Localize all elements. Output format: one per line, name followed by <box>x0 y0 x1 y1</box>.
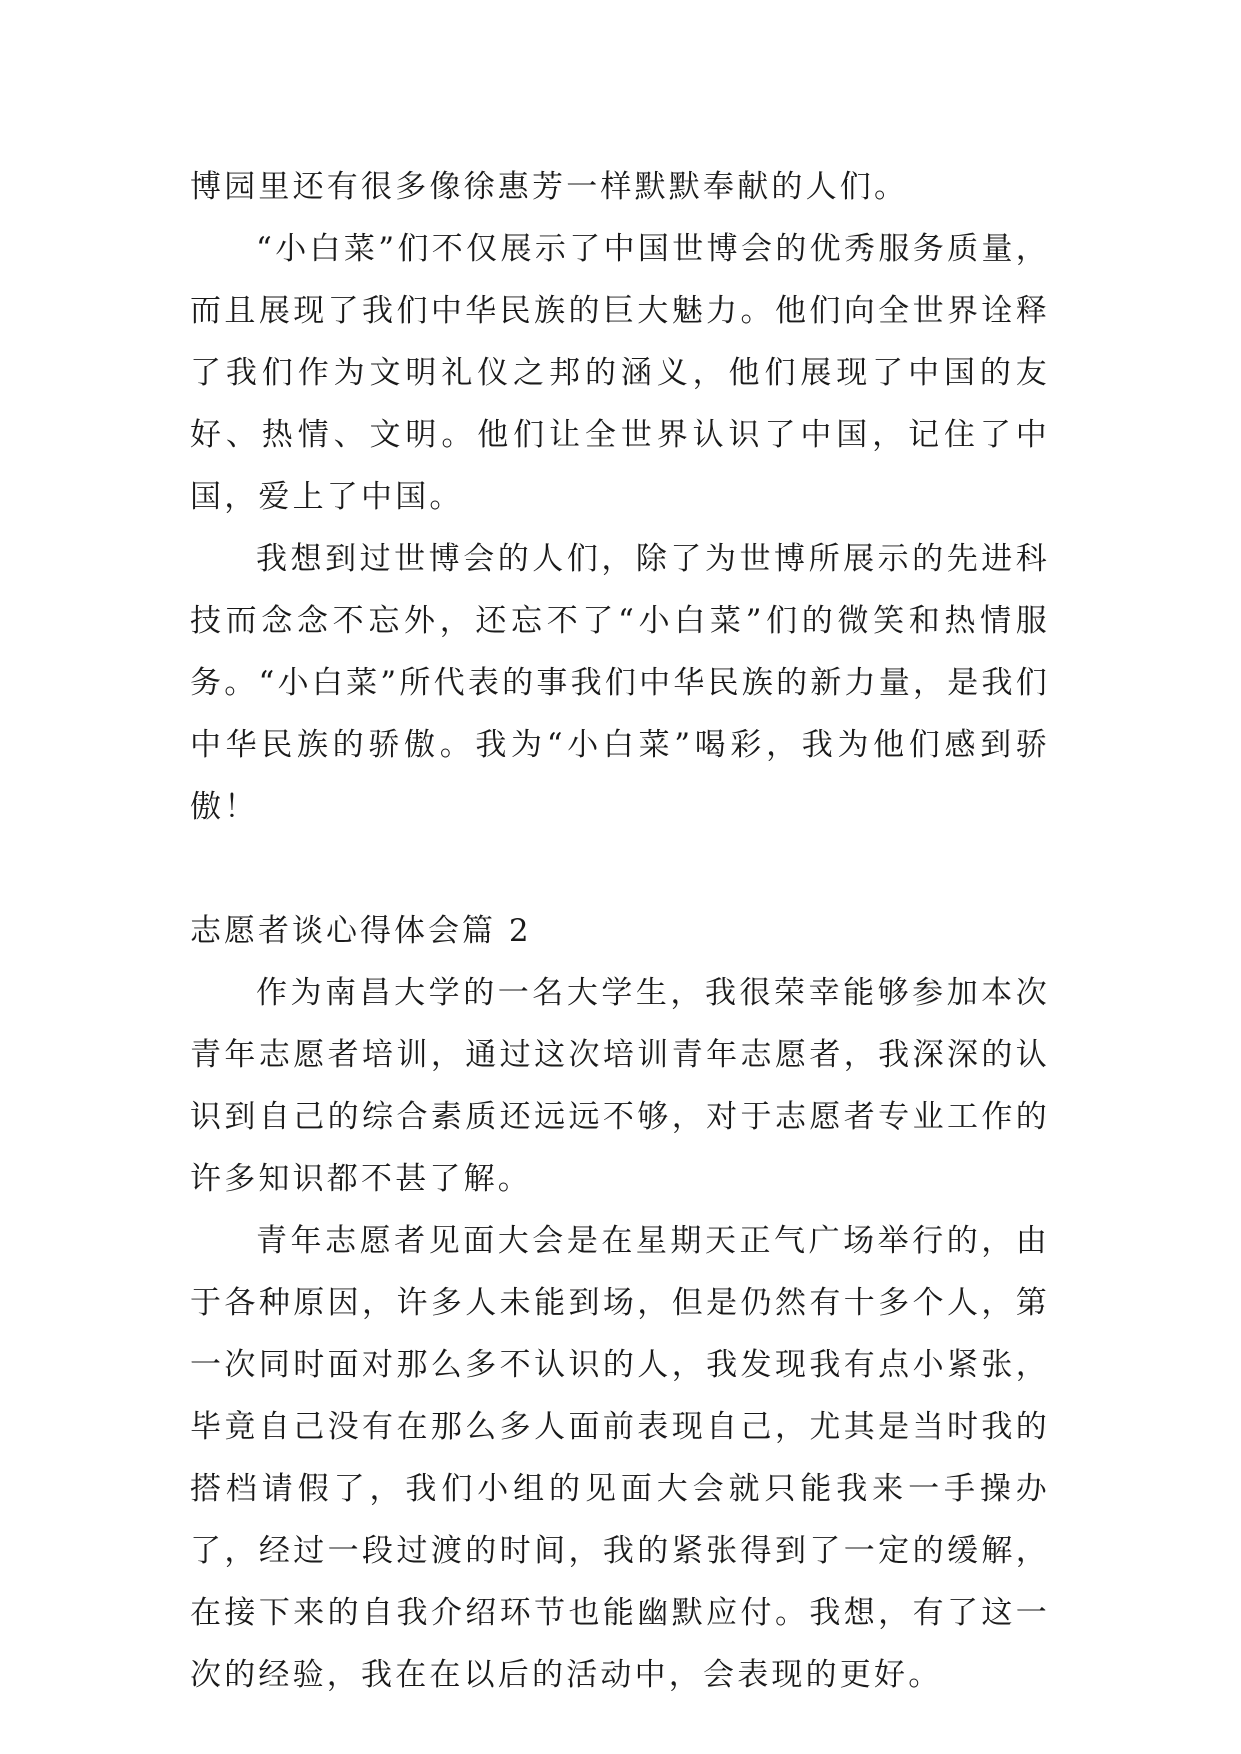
paragraph-volunteer-meeting: 青年志愿者见面大会是在星期天正气广场举行的，由于各种原因，许多人未能到场，但是仍然有十多个人，第一次同时面对那么多不认识的人，我发现我有点小紧张，毕竟自己没有在那么多人面前表现自己，尤其是当时我的搭档请假了，我们小组的见面大会就只能我来一手操办了，经过一段过渡的时间，我的紧张得到了一定的缓解，在接下来的自我介绍环节也能幽默应付。我想，有了这一次的经验，我在在以后的活动中，会表现的更好。 <box>190 1223 1050 1693</box>
paragraph-expo-visitors: 我想到过世博会的人们，除了为世博所展示的先进科技而念念不忘外，还忘不了“小白菜”们的微笑和热情服务。“小白菜”所代表的事我们中华民族的新力量，是我们中华民族的骄傲。我为“小白菜”喝彩，我为他们感到骄傲！ <box>190 541 1050 825</box>
paragraph-continuation: 博园里还有很多像徐惠芳一样默默奉献的人们。 <box>190 169 909 205</box>
paragraph-volunteer-training: 作为南昌大学的一名大学生，我很荣幸能够参加本次青年志愿者培训，通过这次培训青年志愿者，我深深的认识到自己的综合素质还远远不够，对于志愿者专业工作的许多知识都不甚了解。 <box>190 975 1050 1197</box>
document-body <box>190 156 1050 1706</box>
paragraph-xiaobaicai-service: “小白菜”们不仅展示了中国世博会的优秀服务质量，而且展现了我们中华民族的巨大魅力。他们向全世界诠释了我们作为文明礼仪之邦的涵义，他们展现了中国的友好、热情、文明。他们让全世界认识了中国，记住了中国，爱上了中国。 <box>190 231 1050 515</box>
section-title: 志愿者谈心得体会篇 2 <box>190 913 532 949</box>
